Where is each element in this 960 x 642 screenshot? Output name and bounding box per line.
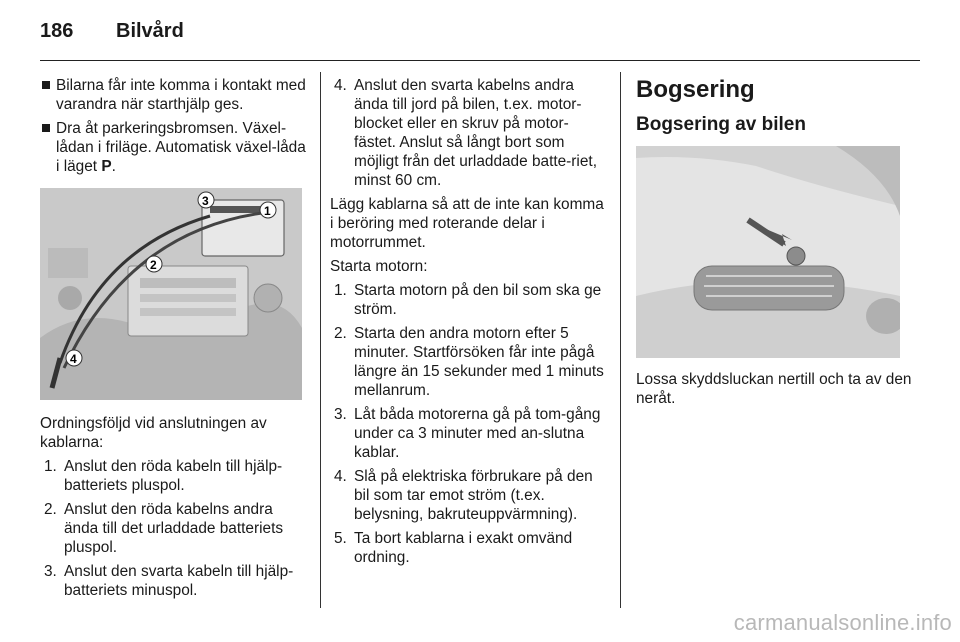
precaution-list <box>40 76 308 176</box>
bullet-text: Dra åt parkeringsbromsen. Växel-lådan i friläge. Automatisk växel-låda i läget <box>56 120 306 175</box>
gear-position-bold: P <box>101 158 112 175</box>
list-item <box>40 562 308 600</box>
connection-steps <box>40 457 308 600</box>
column-divider-1 <box>320 72 321 608</box>
list-item <box>330 529 610 567</box>
bullet-square-icon <box>42 81 50 89</box>
step-number: 4. <box>334 468 347 485</box>
bullet-text-end: . <box>111 158 116 175</box>
step-text: Låt båda motorerna gå på tom-gång under ca 3 minuter med an-slutna kablar. <box>354 406 601 461</box>
column-divider-2 <box>620 72 621 608</box>
step-number: 2. <box>44 501 57 518</box>
site-watermark: carmanualsonline.info <box>733 610 952 635</box>
list-item <box>330 76 610 190</box>
front-bumper-tow-cover-figure <box>636 146 900 358</box>
step-number: 1. <box>334 282 347 299</box>
connection-steps-continued <box>330 76 610 190</box>
start-engine-intro: Starta motorn: <box>330 258 428 275</box>
page-header <box>40 12 920 52</box>
step-text: Starta den andra motorn efter 5 minuter. Startförsöken får inte pågå längre än 15 sekunder med 1 minuts mellanrum. <box>354 325 604 399</box>
start-engine-steps <box>330 281 610 567</box>
column-left <box>40 76 308 605</box>
column-middle <box>330 76 610 572</box>
callout-3 <box>198 192 214 208</box>
svg-text:3: 3 <box>202 194 209 208</box>
step-number: 3. <box>334 406 347 423</box>
towing-heading: Bogsering <box>636 76 755 103</box>
connection-order-intro: Ordningsföljd vid anslutningen av kablarna: <box>40 415 267 451</box>
column-right <box>636 76 922 413</box>
svg-text:1: 1 <box>264 204 271 218</box>
callout-1 <box>260 202 276 218</box>
callout-2 <box>146 256 162 272</box>
list-item <box>40 500 308 557</box>
svg-text:2: 2 <box>150 258 157 272</box>
step-text: Anslut den röda kabelns andra ända till det urladdade batteriets pluspol. <box>64 501 284 556</box>
bullet-text: Bilarna får inte komma i kontakt med varandra när starthjälp ges. <box>56 77 306 113</box>
step-number: 1. <box>44 458 57 475</box>
header-divider <box>40 60 920 61</box>
step-text: Anslut den svarta kabeln till hjälp-batteriets minuspol. <box>64 563 294 599</box>
step-text: Anslut den röda kabeln till hjälp-batteriets pluspol. <box>64 458 283 494</box>
section-title: Bilvård <box>116 20 184 42</box>
step-text: Anslut den svarta kabelns andra ända till jord på bilen, t.ex. motor-blocket eller en skruv på motor-fästet. Anslut så långt bort som möjligt från det urladdade batte-riet, minst 60 cm. <box>354 77 597 189</box>
step-number: 2. <box>334 325 347 342</box>
step-text: Slå på elektriska förbrukare på den bil som tar emot ström (t.ex. belysning, bakruteuppvärmning). <box>354 468 593 523</box>
page-number: 186 <box>40 20 74 42</box>
callout-4 <box>66 350 82 366</box>
list-item <box>330 281 610 319</box>
engine-bay-jumpstart-figure <box>40 188 302 400</box>
towing-caption: Lossa skyddsluckan nertill och ta av den neråt. <box>636 371 912 407</box>
step-text: Starta motorn på den bil som ska ge ström. <box>354 282 602 318</box>
step-text: Ta bort kablarna i exakt omvänd ordning. <box>354 530 573 566</box>
step-number: 4. <box>334 77 347 94</box>
bullet-square-icon <box>42 124 50 132</box>
towing-subheading: Bogsering av bilen <box>636 114 806 135</box>
step-number: 3. <box>44 563 57 580</box>
list-item <box>40 457 308 495</box>
list-item <box>330 467 610 524</box>
cable-routing-note: Lägg kablarna så att de inte kan komma i beröring med roterande delar i motorrummet. <box>330 196 604 251</box>
svg-text:4: 4 <box>70 352 77 366</box>
bullet-item <box>40 119 308 176</box>
list-item <box>330 324 610 400</box>
list-item <box>330 405 610 462</box>
step-number: 5. <box>334 530 347 547</box>
bullet-item <box>40 76 308 114</box>
